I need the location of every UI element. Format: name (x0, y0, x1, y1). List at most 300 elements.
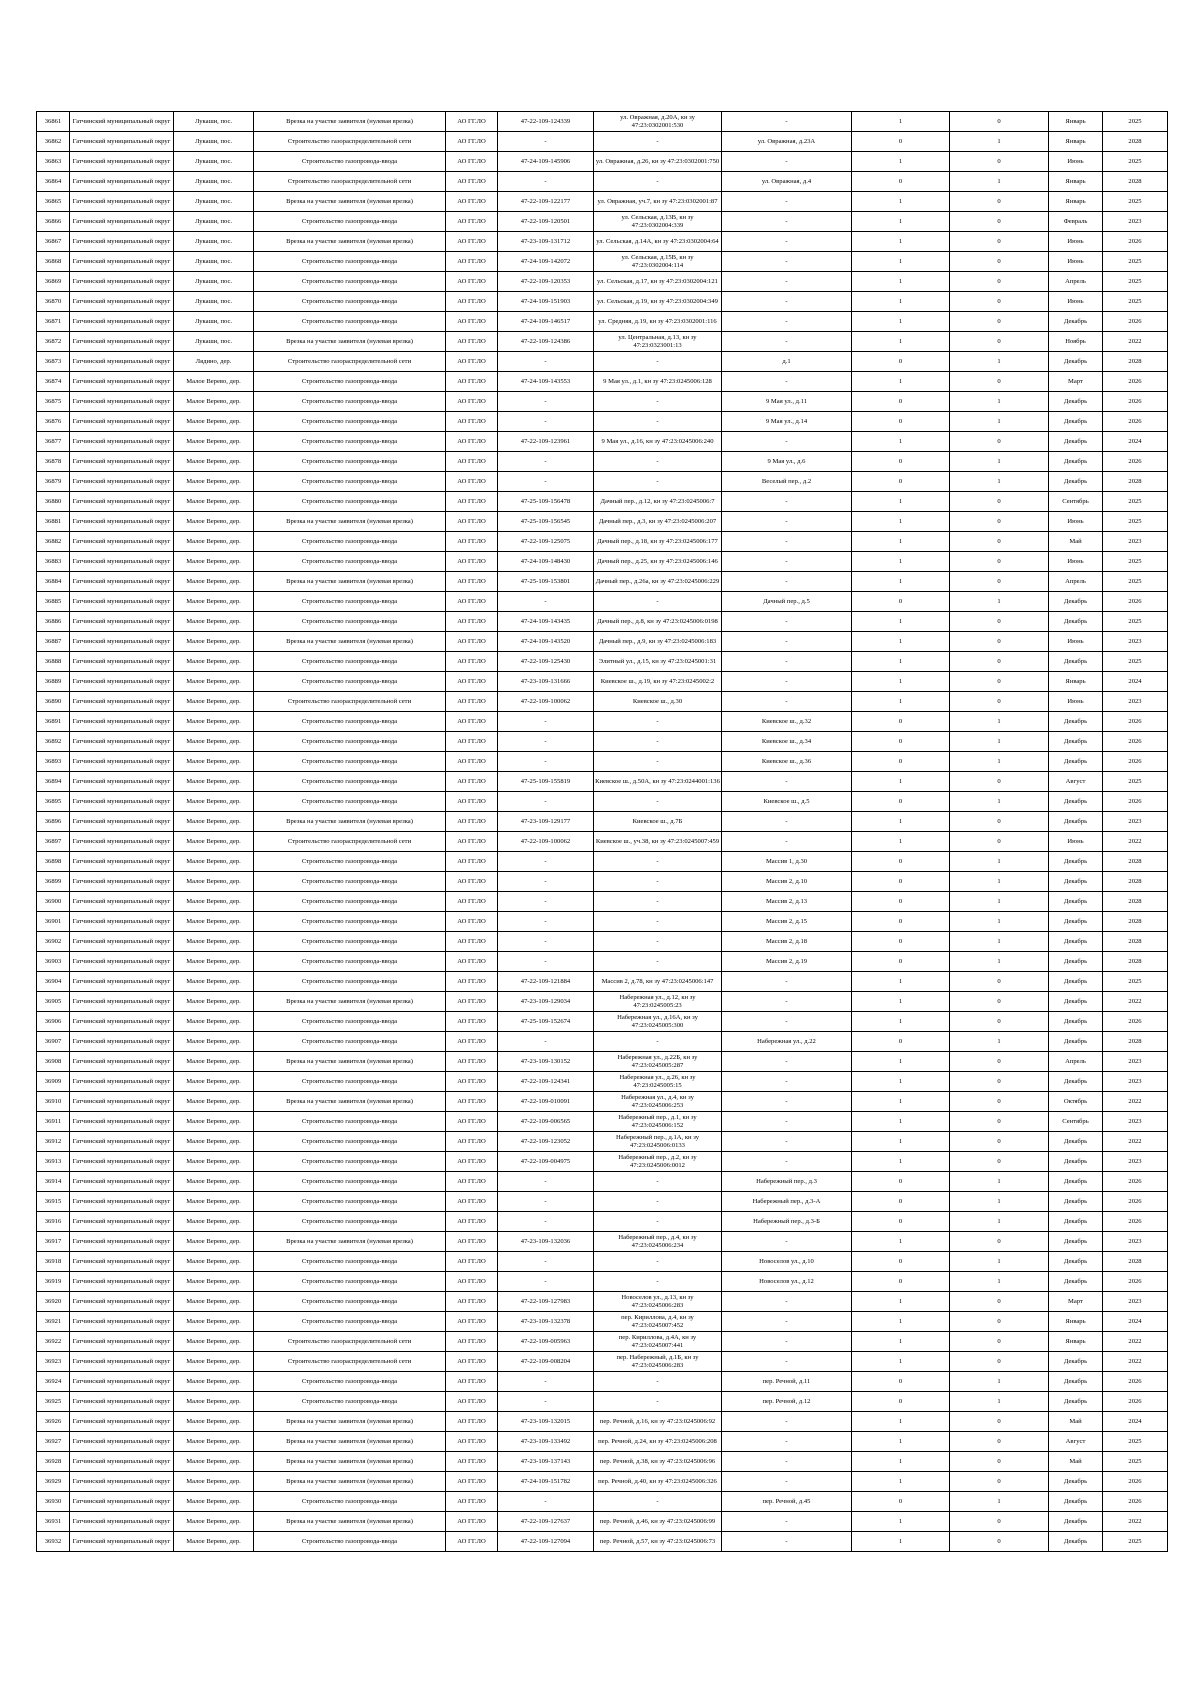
month-cell: Декабрь (1049, 1232, 1103, 1252)
work-type-cell: Строительство газопровода-ввода (254, 972, 446, 992)
connection-address-cell: Набережная ул., д.12, кн зу 47:23:0245005:23 (594, 992, 722, 1012)
table-row (37, 712, 1168, 732)
connection-address-cell: пер. Речной, д.57, кн зу 47:23:0245006:73 (594, 1532, 722, 1552)
year-cell: 2023 (1103, 1052, 1168, 1072)
settlement-cell: Лукаши, пос. (174, 272, 254, 292)
application-flag-cell: 1 (852, 1092, 950, 1112)
application-flag-cell: 0 (852, 1212, 950, 1232)
table-row (37, 592, 1168, 612)
settlement-cell: Малое Верево, дер. (174, 1512, 254, 1532)
district-cell: Гатчинский муниципальный округ (70, 1252, 174, 1272)
application-number-cell: 47-22-109-122177 (498, 192, 594, 212)
settlement-cell: Малое Верево, дер. (174, 1532, 254, 1552)
operator-cell: АО ГГ.ЛО (446, 332, 498, 352)
connection-address-cell: Набережная ул., д.4, кн зу 47:23:0245006:253 (594, 1092, 722, 1112)
month-cell: Июнь (1049, 292, 1103, 312)
network-flag-cell: 1 (950, 412, 1049, 432)
application-number-cell: 47-22-109-123052 (498, 1132, 594, 1152)
network-flag-cell: 1 (950, 732, 1049, 752)
network-address-cell: ул. Овражная, д.23А (722, 132, 852, 152)
application-flag-cell: 1 (852, 372, 950, 392)
connection-address-cell: - (594, 1492, 722, 1512)
year-cell: 2025 (1103, 512, 1168, 532)
network-address-cell: Набережная ул., д.22 (722, 1032, 852, 1052)
year-cell: 2022 (1103, 1332, 1168, 1352)
network-address-cell: Массив 1, д.30 (722, 852, 852, 872)
work-type-cell: Строительство газопровода-ввода (254, 672, 446, 692)
district-cell: Гатчинский муниципальный округ (70, 892, 174, 912)
network-flag-cell: 1 (950, 1212, 1049, 1232)
network-flag-cell: 0 (950, 672, 1049, 692)
table-row (37, 532, 1168, 552)
table-row (37, 152, 1168, 172)
row-number-cell: 36863 (37, 152, 70, 172)
year-cell: 2024 (1103, 672, 1168, 692)
year-cell: 2023 (1103, 1152, 1168, 1172)
year-cell: 2022 (1103, 332, 1168, 352)
application-number-cell: 47-25-109-155819 (498, 772, 594, 792)
table-row (37, 1012, 1168, 1032)
settlement-cell: Лукаши, пос. (174, 172, 254, 192)
month-cell: Июнь (1049, 152, 1103, 172)
operator-cell: АО ГГ.ЛО (446, 1372, 498, 1392)
operator-cell: АО ГГ.ЛО (446, 1072, 498, 1092)
district-cell: Гатчинский муниципальный округ (70, 1452, 174, 1472)
connection-address-cell: - (594, 1392, 722, 1412)
operator-cell: АО ГГ.ЛО (446, 1112, 498, 1132)
row-number-cell: 36927 (37, 1432, 70, 1452)
network-flag-cell: 0 (950, 692, 1049, 712)
application-number-cell: 47-22-109-008204 (498, 1352, 594, 1372)
operator-cell: АО ГГ.ЛО (446, 452, 498, 472)
work-type-cell: Строительство газопровода-ввода (254, 292, 446, 312)
table-row (37, 672, 1168, 692)
table-row (37, 1452, 1168, 1472)
work-type-cell: Строительство газопровода-ввода (254, 1312, 446, 1332)
network-flag-cell: 1 (950, 932, 1049, 952)
row-number-cell: 36869 (37, 272, 70, 292)
work-type-cell: Строительство газопровода-ввода (254, 212, 446, 232)
work-type-cell: Врезка на участке заявителя (нулевая врезка) (254, 572, 446, 592)
month-cell: Июнь (1049, 632, 1103, 652)
year-cell: 2022 (1103, 1092, 1168, 1112)
application-flag-cell: 1 (852, 432, 950, 452)
row-number-cell: 36920 (37, 1292, 70, 1312)
work-type-cell: Строительство газопровода-ввода (254, 712, 446, 732)
network-flag-cell: 0 (950, 1532, 1049, 1552)
month-cell: Декабрь (1049, 952, 1103, 972)
network-flag-cell: 1 (950, 1192, 1049, 1212)
network-flag-cell: 0 (950, 192, 1049, 212)
table-row (37, 632, 1168, 652)
network-flag-cell: 1 (950, 132, 1049, 152)
month-cell: Апрель (1049, 572, 1103, 592)
network-flag-cell: 0 (950, 292, 1049, 312)
application-number-cell: 47-23-109-131712 (498, 232, 594, 252)
application-number-cell: 47-24-109-148430 (498, 552, 594, 572)
table-row (37, 212, 1168, 232)
settlement-cell: Малое Верево, дер. (174, 1112, 254, 1132)
work-type-cell: Строительство газопровода-ввода (254, 952, 446, 972)
table-row (37, 272, 1168, 292)
row-number-cell: 36894 (37, 772, 70, 792)
connection-address-cell: Дачный пер., д.25, кн зу 47:23:0245006:146 (594, 552, 722, 572)
work-type-cell: Строительство газопровода-ввода (254, 492, 446, 512)
operator-cell: АО ГГ.ЛО (446, 1052, 498, 1072)
settlement-cell: Малое Верево, дер. (174, 1392, 254, 1412)
settlement-cell: Малое Верево, дер. (174, 1252, 254, 1272)
application-number-cell: 47-22-109-127637 (498, 1512, 594, 1532)
connection-address-cell: Набережный пер., д.1, кн зу 47:23:0245006:152 (594, 1112, 722, 1132)
operator-cell: АО ГГ.ЛО (446, 292, 498, 312)
year-cell: 2028 (1103, 892, 1168, 912)
settlement-cell: Малое Верево, дер. (174, 612, 254, 632)
network-address-cell: - (722, 1452, 852, 1472)
application-flag-cell: 1 (852, 812, 950, 832)
network-flag-cell: 0 (950, 772, 1049, 792)
table-row (37, 1092, 1168, 1112)
settlement-cell: Малое Верево, дер. (174, 872, 254, 892)
year-cell: 2025 (1103, 492, 1168, 512)
connection-address-cell: - (594, 172, 722, 192)
table-row (37, 1252, 1168, 1272)
network-address-cell: - (722, 1472, 852, 1492)
row-number-cell: 36930 (37, 1492, 70, 1512)
settlement-cell: Малое Верево, дер. (174, 812, 254, 832)
table-row (37, 992, 1168, 1012)
network-flag-cell: 1 (950, 1372, 1049, 1392)
operator-cell: АО ГГ.ЛО (446, 592, 498, 612)
year-cell: 2026 (1103, 712, 1168, 732)
network-address-cell: - (722, 672, 852, 692)
district-cell: Гатчинский муниципальный округ (70, 752, 174, 772)
row-number-cell: 36924 (37, 1372, 70, 1392)
row-number-cell: 36929 (37, 1472, 70, 1492)
operator-cell: АО ГГ.ЛО (446, 892, 498, 912)
operator-cell: АО ГГ.ЛО (446, 232, 498, 252)
network-flag-cell: 1 (950, 1492, 1049, 1512)
year-cell: 2025 (1103, 1432, 1168, 1452)
district-cell: Гатчинский муниципальный округ (70, 1272, 174, 1292)
work-type-cell: Строительство газопровода-ввода (254, 872, 446, 892)
table-row (37, 332, 1168, 352)
operator-cell: АО ГГ.ЛО (446, 1332, 498, 1352)
table-row (37, 732, 1168, 752)
table-row (37, 472, 1168, 492)
table-row (37, 312, 1168, 332)
month-cell: Май (1049, 532, 1103, 552)
work-type-cell: Строительство газораспределительной сети (254, 172, 446, 192)
work-type-cell: Строительство газопровода-ввода (254, 1272, 446, 1292)
network-flag-cell: 0 (950, 252, 1049, 272)
district-cell: Гатчинский муниципальный округ (70, 592, 174, 612)
month-cell: Август (1049, 1432, 1103, 1452)
application-flag-cell: 0 (852, 1172, 950, 1192)
connection-address-cell: - (594, 752, 722, 772)
row-number-cell: 36870 (37, 292, 70, 312)
year-cell: 2026 (1103, 452, 1168, 472)
work-type-cell: Врезка на участке заявителя (нулевая врезка) (254, 1512, 446, 1532)
district-cell: Гатчинский муниципальный округ (70, 772, 174, 792)
district-cell: Гатчинский муниципальный округ (70, 732, 174, 752)
work-type-cell: Строительство газопровода-ввода (254, 592, 446, 612)
network-flag-cell: 1 (950, 792, 1049, 812)
month-cell: Январь (1049, 672, 1103, 692)
connection-address-cell: - (594, 1372, 722, 1392)
application-number-cell: - (498, 1032, 594, 1052)
network-address-cell: Набережный пер., д.3-Б (722, 1212, 852, 1232)
application-number-cell: 47-23-109-129034 (498, 992, 594, 1012)
work-type-cell: Врезка на участке заявителя (нулевая врезка) (254, 1232, 446, 1252)
connection-address-cell: - (594, 852, 722, 872)
settlement-cell: Малое Верево, дер. (174, 372, 254, 392)
work-type-cell: Строительство газопровода-ввода (254, 372, 446, 392)
year-cell: 2026 (1103, 312, 1168, 332)
month-cell: Апрель (1049, 272, 1103, 292)
district-cell: Гатчинский муниципальный округ (70, 1232, 174, 1252)
operator-cell: АО ГГ.ЛО (446, 792, 498, 812)
application-number-cell: 47-22-109-123961 (498, 432, 594, 452)
connection-address-cell: Набережная ул., д.16А, кн зу 47:23:0245005:300 (594, 1012, 722, 1032)
settlement-cell: Малое Верево, дер. (174, 512, 254, 532)
network-flag-cell: 0 (950, 1112, 1049, 1132)
network-address-cell: - (722, 372, 852, 392)
month-cell: Декабрь (1049, 1352, 1103, 1372)
table-row (37, 1532, 1168, 1552)
application-flag-cell: 0 (852, 1032, 950, 1052)
network-address-cell: - (722, 1072, 852, 1092)
month-cell: Ноябрь (1049, 332, 1103, 352)
application-flag-cell: 0 (852, 392, 950, 412)
network-address-cell: - (722, 112, 852, 132)
application-flag-cell: 1 (852, 632, 950, 652)
connection-address-cell: - (594, 712, 722, 732)
network-address-cell: Веселый пер., д.2 (722, 472, 852, 492)
connection-address-cell: Киевское ш., д.7Б (594, 812, 722, 832)
application-number-cell: - (498, 732, 594, 752)
application-number-cell: - (498, 1372, 594, 1392)
application-number-cell: 47-22-109-010091 (498, 1092, 594, 1112)
application-flag-cell: 1 (852, 1412, 950, 1432)
month-cell: Май (1049, 1452, 1103, 1472)
operator-cell: АО ГГ.ЛО (446, 512, 498, 532)
table-row (37, 552, 1168, 572)
application-number-cell: 47-22-109-124386 (498, 332, 594, 352)
network-flag-cell: 0 (950, 312, 1049, 332)
application-number-cell: 47-25-109-153801 (498, 572, 594, 592)
connection-address-cell: Киевское ш., д.50А, кн зу 47:23:0244001:136 (594, 772, 722, 792)
application-flag-cell: 1 (852, 1292, 950, 1312)
application-number-cell: - (498, 1492, 594, 1512)
settlement-cell: Малое Верево, дер. (174, 772, 254, 792)
network-flag-cell: 1 (950, 712, 1049, 732)
application-number-cell: - (498, 1392, 594, 1412)
row-number-cell: 36861 (37, 112, 70, 132)
row-number-cell: 36885 (37, 592, 70, 612)
district-cell: Гатчинский муниципальный округ (70, 712, 174, 732)
application-number-cell: - (498, 1252, 594, 1272)
application-flag-cell: 1 (852, 312, 950, 332)
operator-cell: АО ГГ.ЛО (446, 312, 498, 332)
application-number-cell: - (498, 132, 594, 152)
row-number-cell: 36893 (37, 752, 70, 772)
year-cell: 2023 (1103, 1292, 1168, 1312)
table-row (37, 392, 1168, 412)
district-cell: Гатчинский муниципальный округ (70, 1492, 174, 1512)
year-cell: 2025 (1103, 652, 1168, 672)
work-type-cell: Врезка на участке заявителя (нулевая врезка) (254, 1472, 446, 1492)
network-address-cell: 9 Мая ул., д.14 (722, 412, 852, 432)
year-cell: 2025 (1103, 772, 1168, 792)
settlement-cell: Малое Верево, дер. (174, 932, 254, 952)
connection-address-cell: Дачный пер., д.9, кн зу 47:23:0245006:183 (594, 632, 722, 652)
row-number-cell: 36875 (37, 392, 70, 412)
table-row (37, 1212, 1168, 1232)
application-flag-cell: 0 (852, 732, 950, 752)
month-cell: Декабрь (1049, 652, 1103, 672)
application-flag-cell: 1 (852, 1052, 950, 1072)
settlement-cell: Малое Верево, дер. (174, 392, 254, 412)
application-number-cell: - (498, 712, 594, 732)
settlement-cell: Малое Верево, дер. (174, 752, 254, 772)
table-row (37, 772, 1168, 792)
connection-address-cell: Киевское ш., д.30 (594, 692, 722, 712)
year-cell: 2026 (1103, 1272, 1168, 1292)
application-flag-cell: 0 (852, 752, 950, 772)
settlement-cell: Лукаши, пос. (174, 192, 254, 212)
network-flag-cell: 0 (950, 992, 1049, 1012)
operator-cell: АО ГГ.ЛО (446, 1212, 498, 1232)
month-cell: Декабрь (1049, 312, 1103, 332)
connection-address-cell: Дачный пер., д.26а, кн зу 47:23:0245006:229 (594, 572, 722, 592)
month-cell: Декабрь (1049, 1152, 1103, 1172)
connection-address-cell: ул. Сельская, д.19, кн зу 47:23:0302004:349 (594, 292, 722, 312)
application-number-cell: 47-24-109-142072 (498, 252, 594, 272)
network-address-cell: Киевское ш., д.36 (722, 752, 852, 772)
application-number-cell: - (498, 892, 594, 912)
network-flag-cell: 1 (950, 1392, 1049, 1412)
work-type-cell: Строительство газопровода-ввода (254, 432, 446, 452)
operator-cell: АО ГГ.ЛО (446, 132, 498, 152)
work-type-cell: Строительство газопровода-ввода (254, 452, 446, 472)
network-address-cell: - (722, 1152, 852, 1172)
network-flag-cell: 0 (950, 1052, 1049, 1072)
month-cell: Декабрь (1049, 872, 1103, 892)
table-row (37, 452, 1168, 472)
settlement-cell: Малое Верево, дер. (174, 1332, 254, 1352)
operator-cell: АО ГГ.ЛО (446, 1252, 498, 1272)
year-cell: 2024 (1103, 432, 1168, 452)
application-number-cell: - (498, 852, 594, 872)
table-row (37, 1272, 1168, 1292)
year-cell: 2026 (1103, 1392, 1168, 1412)
year-cell: 2028 (1103, 952, 1168, 972)
work-type-cell: Строительство газопровода-ввода (254, 652, 446, 672)
work-type-cell: Строительство газопровода-ввода (254, 1152, 446, 1172)
row-number-cell: 36923 (37, 1352, 70, 1372)
district-cell: Гатчинский муниципальный округ (70, 1472, 174, 1492)
connection-address-cell: пер. Речной, д.40, кн зу 47:23:0245006:326 (594, 1472, 722, 1492)
row-number-cell: 36918 (37, 1252, 70, 1272)
month-cell: Январь (1049, 1312, 1103, 1332)
year-cell: 2026 (1103, 1472, 1168, 1492)
district-cell: Гатчинский муниципальный округ (70, 192, 174, 212)
month-cell: Декабрь (1049, 1172, 1103, 1192)
settlement-cell: Малое Верево, дер. (174, 1372, 254, 1392)
district-cell: Гатчинский муниципальный округ (70, 1332, 174, 1352)
application-flag-cell: 1 (852, 1152, 950, 1172)
settlement-cell: Малое Верево, дер. (174, 692, 254, 712)
connection-address-cell: 9 Мая ул., д.16, кн зу 47:23:0245006:240 (594, 432, 722, 452)
row-number-cell: 36876 (37, 412, 70, 432)
network-flag-cell: 0 (950, 1332, 1049, 1352)
network-flag-cell: 0 (950, 1312, 1049, 1332)
year-cell: 2028 (1103, 1032, 1168, 1052)
work-type-cell: Строительство газопровода-ввода (254, 312, 446, 332)
network-flag-cell: 0 (950, 1472, 1049, 1492)
row-number-cell: 36902 (37, 932, 70, 952)
application-flag-cell: 0 (852, 952, 950, 972)
connection-address-cell: ул. Сельская, д.14А, кн зу 47:23:0302004:64 (594, 232, 722, 252)
operator-cell: АО ГГ.ЛО (446, 192, 498, 212)
connection-address-cell: Набережный пер., д.4, кн зу 47:23:0245006:234 (594, 1232, 722, 1252)
operator-cell: АО ГГ.ЛО (446, 672, 498, 692)
network-flag-cell: 0 (950, 652, 1049, 672)
settlement-cell: Лукаши, пос. (174, 252, 254, 272)
row-number-cell: 36896 (37, 812, 70, 832)
settlement-cell: Малое Верево, дер. (174, 1032, 254, 1052)
table-row (37, 112, 1168, 132)
district-cell: Гатчинский муниципальный округ (70, 1092, 174, 1112)
table-row (37, 1052, 1168, 1072)
row-number-cell: 36890 (37, 692, 70, 712)
operator-cell: АО ГГ.ЛО (446, 912, 498, 932)
row-number-cell: 36901 (37, 912, 70, 932)
settlement-cell: Малое Верево, дер. (174, 1412, 254, 1432)
work-type-cell: Строительство газораспределительной сети (254, 832, 446, 852)
month-cell: Июнь (1049, 832, 1103, 852)
connection-address-cell: ул. Средняя, д.19, кн зу 47:23:0302001:116 (594, 312, 722, 332)
month-cell: Декабрь (1049, 912, 1103, 932)
network-flag-cell: 0 (950, 1292, 1049, 1312)
network-flag-cell: 0 (950, 112, 1049, 132)
district-cell: Гатчинский муниципальный округ (70, 472, 174, 492)
application-number-cell: 47-23-109-132378 (498, 1312, 594, 1332)
application-number-cell: 47-23-109-129177 (498, 812, 594, 832)
row-number-cell: 36921 (37, 1312, 70, 1332)
year-cell: 2025 (1103, 252, 1168, 272)
settlement-cell: Малое Верево, дер. (174, 952, 254, 972)
application-flag-cell: 1 (852, 1512, 950, 1532)
network-address-cell: - (722, 1312, 852, 1332)
operator-cell: АО ГГ.ЛО (446, 1092, 498, 1112)
application-flag-cell: 0 (852, 852, 950, 872)
month-cell: Июнь (1049, 552, 1103, 572)
settlement-cell: Малое Верево, дер. (174, 792, 254, 812)
row-number-cell: 36912 (37, 1132, 70, 1152)
year-cell: 2022 (1103, 1132, 1168, 1152)
operator-cell: АО ГГ.ЛО (446, 352, 498, 372)
settlement-cell: Лукаши, пос. (174, 152, 254, 172)
network-address-cell: ул. Овражная, д.4 (722, 172, 852, 192)
operator-cell: АО ГГ.ЛО (446, 532, 498, 552)
district-cell: Гатчинский муниципальный округ (70, 1112, 174, 1132)
work-type-cell: Строительство газопровода-ввода (254, 1532, 446, 1552)
operator-cell: АО ГГ.ЛО (446, 372, 498, 392)
district-cell: Гатчинский муниципальный округ (70, 1312, 174, 1332)
row-number-cell: 36887 (37, 632, 70, 652)
network-flag-cell: 0 (950, 1012, 1049, 1032)
